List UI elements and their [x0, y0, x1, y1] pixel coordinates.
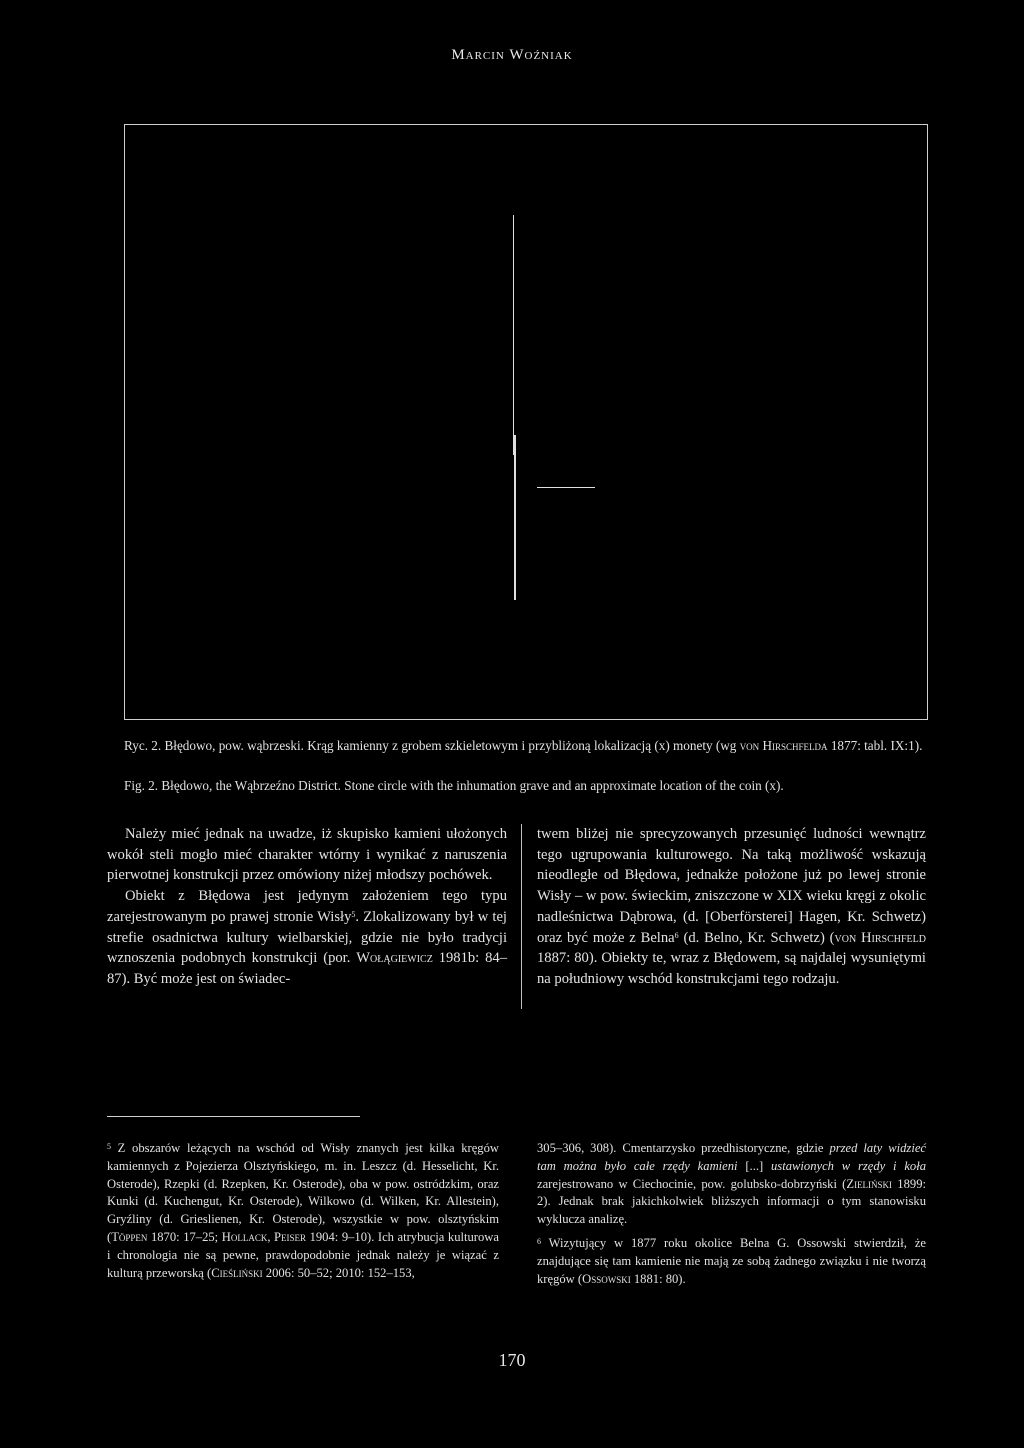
figure-stele-line-lower — [514, 435, 516, 600]
caption-pl-citation: von Hirschfelda — [739, 738, 828, 753]
p2-text-c: 1981b: 84–87). Być może jest on świadec- — [107, 950, 507, 987]
figure-caption-english: Fig. 2. Błędowo, the Wąbrzeźno District. Stone circle with the inhumation grave and an approximate location of the coin (x). — [124, 778, 784, 793]
fn5-text-a: Z obszarów leżących na wschód od Wisły znanych jest kilka kręgów kamiennych z Pojezierza Olsztyńskiego, m. in. Leszcz (d. Hesselicht, Kr. Osterode), Rzepki (d. Rzepken, Kr. Osterode), oba w pow. ostródzkim, oraz Kunki (d. Kuchengut, Kr. Osterode), Wilkowo (d. Wilken, Kr. Allestein), Gryźliny (d. Grieslienen, Kr. Osterode), wszystkie w pow. olsztyńskim ( — [107, 1141, 499, 1244]
right-text-c: 1887: 80). Obiekty te, wraz z Błędowem, są najdalej wysuniętymi na południowy wschód konstrukcjami tego rodzaju. — [537, 950, 926, 987]
fn5-citation-cieslinski: Cieśliński — [211, 1265, 263, 1280]
p2-text-b: . Zlokalizowany był w tej strefie osadnictwa kultury wielbarskiej, gdzie nie było tradycji wznoszenia podobnych konstrukcji (por. — [107, 908, 507, 967]
fn6-text-b: 1881: 80). — [630, 1271, 686, 1286]
fn5-text-e: [...] — [737, 1158, 771, 1173]
body-paragraph-2 — [107, 886, 507, 990]
right-text-b: (d. Belno, Kr. Schwetz) ( — [678, 929, 835, 946]
figure-frame — [124, 124, 928, 720]
footnote-6-marker: 6 — [537, 1236, 541, 1246]
footnote-6 — [537, 1235, 926, 1288]
caption-pl-prefix: Ryc. 2. Błędowo, pow. wąbrzeski. Krąg kamienny z grobem szkieletowym i przybliżoną lokalizacją (x) monety (wg — [124, 738, 740, 753]
footnotes-left-column — [107, 1140, 499, 1282]
fn6-text-a: Wizytujący w 1877 roku okolice Belna G. Ossowski stwierdził, że znajdujące się tam kamienie nie mają ze sobą żadnego związku i nie tworzą kręgów ( — [537, 1235, 926, 1286]
footnote-5 — [107, 1140, 499, 1282]
footnote-5-marker: 5 — [107, 1142, 111, 1151]
fn5-text-f: zarejestrowano w Ciechocinie, pow. golubsko-dobrzyński ( — [537, 1176, 847, 1191]
footnote-5-continued — [537, 1140, 926, 1229]
body-left-column — [107, 824, 507, 990]
fn5-text-d: 2006: 50–52; 2010: 152–153, — [262, 1265, 415, 1280]
running-head: Marcin Woźniak — [451, 47, 573, 63]
fn6-citation-ossowski: Ossowski — [582, 1271, 631, 1286]
footnotes-right-column — [537, 1140, 926, 1288]
footnote-rule — [107, 1116, 360, 1117]
footnote-ref-5: 5 — [351, 909, 356, 919]
page-number: 170 — [498, 1350, 526, 1370]
caption-pl-suffix: 1877: tabl. IX:1). — [827, 738, 923, 753]
figure-caption-polish — [124, 737, 934, 754]
fn5-quote-2: ustawionych w rzędy i koła — [771, 1158, 927, 1173]
right-citation: von Hirschfeld — [834, 929, 926, 946]
right-text-a: twem bliżej nie sprecyzowanych przesunięć ludności wewnątrz tego ugrupowania kulturowego. Na taką możliwość wskazują nieodległe od Błędowa, jednakże położone już po lewej stronie Wisły – w pow. świeckim, zniszczone w XIX wieku kręgi z okolic nadleśnictwa Dąbrowa, (d. [Oberförsterei] Hagen, Kr. Schwetz) oraz być może z Belna — [537, 826, 926, 946]
p2-text-a: Obiekt z Błędowa jest jedynym założeniem tego typu zarejestrowanym po prawej stronie Wisły — [107, 888, 507, 925]
column-divider — [521, 824, 522, 1009]
figure-stele-line — [513, 215, 514, 455]
footnote-ref-6: 6 — [674, 930, 679, 940]
body-right-column — [537, 824, 926, 990]
fn5-citation-toppen: Töppen — [111, 1229, 148, 1244]
fn5-text-c: 1904: 9–10). Ich atrybucja kulturowa i chronologia nie są pewne, prawdopodobnie jednak należy je wiązać z kulturą przeworską ( — [107, 1229, 499, 1280]
fn5-text-b: 1870: 17–25; — [147, 1229, 222, 1244]
figure-horizontal-line — [537, 487, 595, 488]
fn5-text-g: 1899: 2). Jednak brak jakichkolwiek bliższych informacji o tym stanowisku wyklucza analizę. — [537, 1176, 926, 1227]
body-paragraph-1: Należy mieć jednak na uwadze, iż skupisko kamieni ułożonych wokół steli mogło mieć charakter wtórny i wynikać z naruszenia pierwotnej konstrukcji przez omówiony niżej młodszy pochówek. — [107, 826, 507, 884]
fn5-cont-text: 305–306, 308). Cmentarzysko przedhistoryczne, gdzie — [537, 1141, 830, 1155]
p2-citation: Wołągiewicz — [356, 950, 433, 967]
fn5-citation-zielinski: Zieliński — [846, 1176, 893, 1191]
body-paragraph-continued — [537, 824, 926, 990]
fn5-quote-1: przed laty widzieć tam można było całe rzędy kamieni — [537, 1141, 926, 1173]
fn5-citation-hollack: Hollack, Peiser — [221, 1229, 307, 1244]
